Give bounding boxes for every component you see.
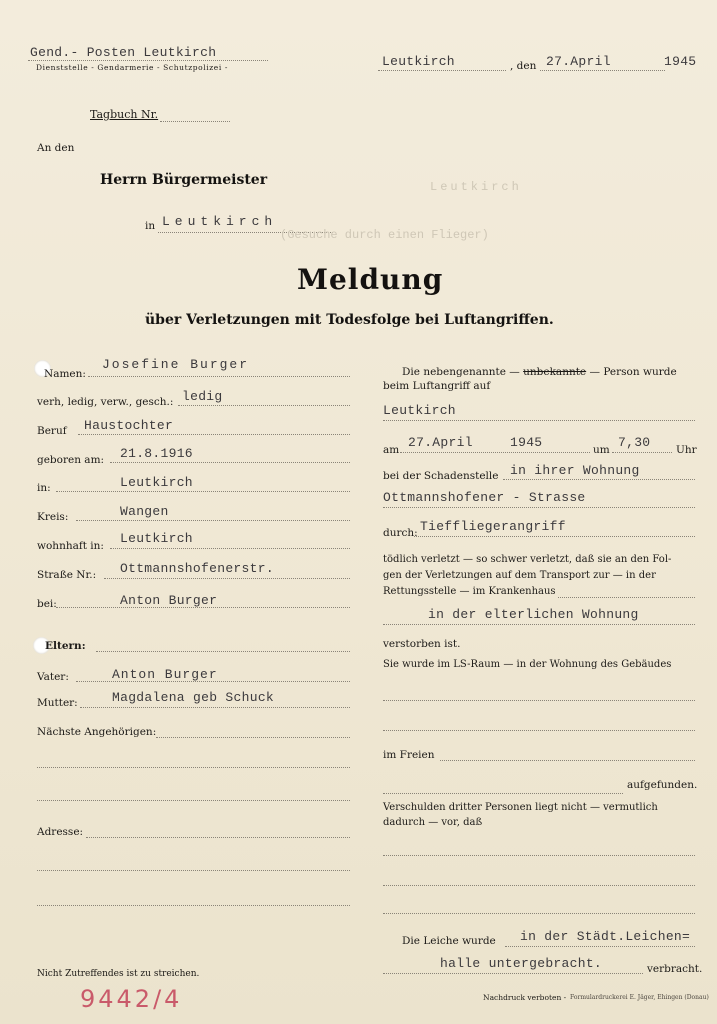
born-in-label: in: [37, 482, 51, 494]
person-job: Haustochter [84, 418, 174, 433]
found-label: aufgefunden. [627, 779, 698, 791]
with-label: bei: [37, 598, 57, 610]
person-born: 21.8.1916 [120, 446, 193, 461]
recipient-city: Leutkirch [162, 214, 278, 229]
person-born-in: Leutkirch [120, 475, 193, 490]
recipient: Herrn Bürgermeister [100, 172, 268, 188]
page-title: Meldung [297, 263, 444, 296]
report-line1-end: — Person wurde [589, 366, 677, 378]
person-status: ledig [182, 389, 223, 404]
text-line3: Rettungsstelle — im Krankenhaus [383, 586, 556, 597]
page-subtitle: über Verletzungen mit Todesfolge bei Luftangriffen. [145, 312, 554, 328]
text-line2: gen der Verletzungen auf dem Transport zur — in der [383, 570, 656, 581]
person-with: Anton Burger [120, 593, 218, 608]
report-line1-start: Die nebengenannte — [402, 366, 520, 378]
ghost-text-2: (Gesuche durch einen Flieger) [280, 228, 489, 242]
found-line: Sie wurde im LS-Raum — in der Wohnung des Gebäudes [383, 659, 672, 670]
name-label: Namen: [44, 368, 86, 380]
report-line1-struck: unbekannte [523, 366, 587, 378]
attack-time-label: um [593, 444, 610, 456]
office-caption: Dienststelle - Gendarmerie - Schutzpolizei - [36, 63, 228, 72]
attack-cause: Tieffliegerangriff [420, 519, 566, 534]
brought-label: verbracht. [647, 963, 703, 975]
open-air-label: im Freien [383, 749, 435, 761]
cause-label: durch: [383, 527, 418, 539]
death-place: in der elterlichen Wohnung [428, 607, 639, 622]
reprint-note: Nachdruck verboten - [483, 993, 567, 1002]
header-year: 1945 [664, 54, 697, 69]
ghost-text-1: Leutkirch [430, 180, 522, 194]
mother-label: Mutter: [37, 697, 78, 709]
father-label: Vater: [37, 671, 69, 683]
attack-year: 1945 [510, 435, 543, 450]
job-label: Beruf [37, 425, 67, 437]
body-location-1: in der Städt.Leichen= [520, 929, 691, 944]
to-label: An den [37, 142, 75, 154]
damage-street: Ottmannshofener - Strasse [383, 490, 586, 505]
damage-site: in ihrer Wohnung [510, 463, 640, 478]
header-date: 27.April [546, 54, 611, 69]
person-street: Ottmannshofenerstr. [120, 561, 274, 576]
header-date-prefix: , den [510, 60, 537, 72]
office-name: Gend.- Posten Leutkirch [30, 45, 217, 60]
born-label: geboren am: [37, 454, 105, 466]
attack-hour-label: Uhr [676, 444, 697, 456]
person-name: Josefine Burger [102, 357, 250, 372]
father-name: Anton Burger [112, 667, 218, 682]
relatives-label: Nächste Angehörigen: [37, 726, 157, 738]
address-label: Adresse: [37, 826, 84, 838]
footer-note: Nicht Zutreffendes ist zu streichen. [37, 969, 200, 979]
attack-time: 7,30 [618, 435, 651, 450]
person-residence: Leutkirch [120, 531, 193, 546]
body-label: Die Leiche wurde [402, 935, 496, 947]
street-label: Straße Nr.: [37, 569, 97, 581]
printer-note: Formulardruckerei E. Jäger, Ehingen (Donau) [570, 994, 709, 1001]
person-district: Wangen [120, 504, 169, 519]
diary-label: Tagbuch Nr. [90, 108, 159, 121]
residence-label: wohnhaft in: [37, 540, 104, 552]
district-label: Kreis: [37, 511, 69, 523]
status-label: verh, ledig, verw., gesch.: [37, 396, 174, 408]
body-location-2: halle untergebracht. [440, 956, 603, 971]
attack-place: Leutkirch [383, 403, 456, 418]
parents-heading: Eltern: [45, 640, 86, 652]
fault-line1: Verschulden dritter Personen liegt nicht — vermutlich [383, 802, 658, 813]
fault-line2: dadurch — vor, daß [383, 817, 483, 828]
text-line1: tödlich verletzt — so schwer verletzt, daß sie an den Fol- [383, 554, 672, 565]
report-line1 [402, 366, 677, 378]
mother-name: Magdalena geb Schuck [112, 690, 275, 705]
attack-date: 27.April [408, 435, 473, 450]
header-place: Leutkirch [382, 54, 455, 69]
died-label: verstorben ist. [383, 638, 461, 650]
site-label: bei der Schadenstelle [383, 470, 499, 482]
report-line2: beim Luftangriff auf [383, 380, 491, 392]
pencil-archive-number: 9442/4 [80, 985, 183, 1013]
in-label: in [145, 220, 156, 232]
attack-date-label: am [383, 444, 400, 456]
